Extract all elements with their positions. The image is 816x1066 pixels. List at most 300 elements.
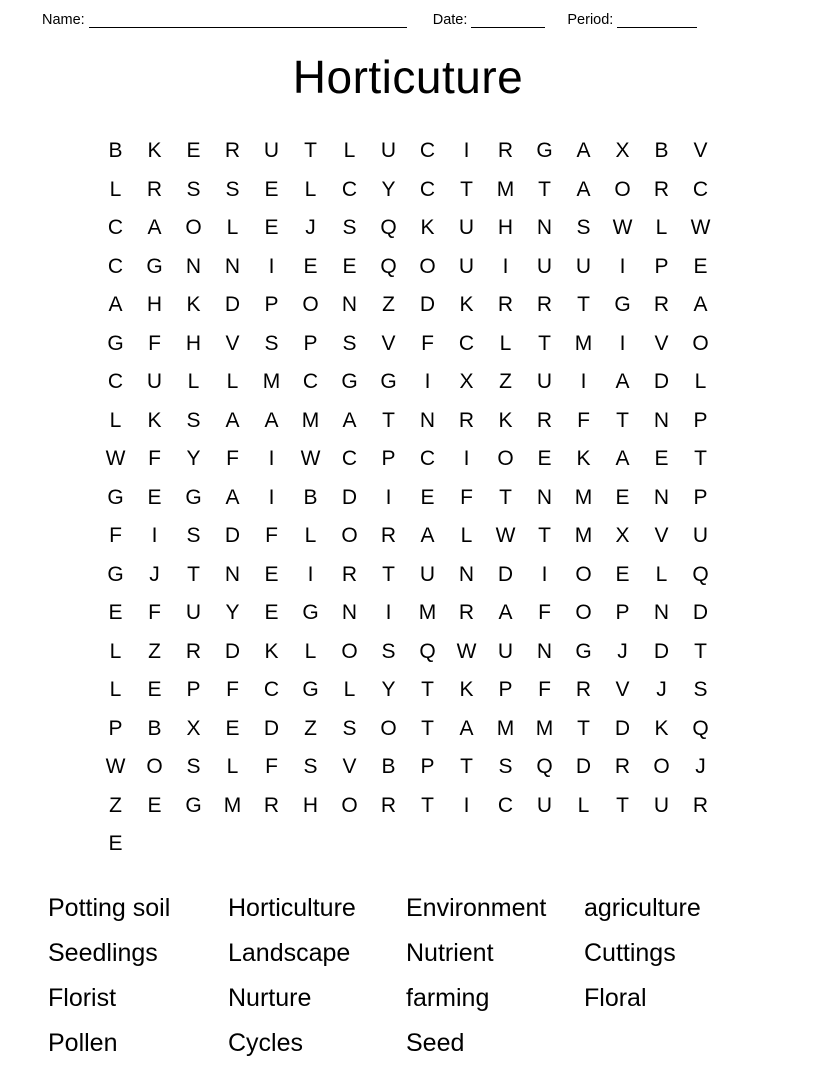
grid-cell[interactable]: M (535, 716, 554, 740)
grid-cell[interactable]: T (421, 678, 434, 701)
grid-cell[interactable]: A (576, 139, 591, 162)
grid-cell[interactable]: S (225, 177, 240, 201)
grid-cell[interactable]: K (498, 408, 513, 432)
grid-cell[interactable]: R (536, 293, 553, 316)
grid-cell[interactable]: I (268, 447, 275, 470)
grid-cell[interactable]: V (693, 139, 708, 162)
grid-cell[interactable]: I (463, 139, 470, 162)
grid-cell[interactable]: F (460, 485, 473, 509)
grid-cell[interactable]: L (577, 793, 590, 817)
grid-cell[interactable]: R (653, 177, 670, 201)
grid-cell[interactable]: V (225, 331, 240, 355)
grid-cell[interactable]: U (536, 793, 553, 817)
grid-cell[interactable]: A (264, 408, 279, 432)
word-list-item[interactable]: Potting soil (48, 893, 171, 922)
grid-cell[interactable]: U (458, 254, 475, 278)
grid-cell[interactable]: U (536, 254, 553, 278)
grid-cell[interactable]: S (693, 678, 708, 701)
grid-cell[interactable]: B (654, 139, 669, 162)
grid-cell[interactable]: C (107, 254, 124, 278)
grid-cell[interactable]: B (381, 755, 396, 778)
grid-cell[interactable]: S (381, 639, 396, 663)
grid-cell[interactable]: N (224, 562, 241, 586)
grid-cell[interactable]: X (615, 139, 630, 162)
grid-cell[interactable]: O (575, 562, 592, 586)
grid-cell[interactable]: G (185, 485, 202, 509)
grid-cell[interactable]: W (105, 447, 126, 470)
grid-cell[interactable]: L (304, 177, 317, 201)
grid-cell[interactable]: O (497, 447, 514, 470)
grid-cell[interactable]: N (653, 408, 670, 432)
grid-cell[interactable]: E (264, 216, 279, 239)
word-list-item[interactable]: Nutrient (406, 938, 494, 967)
grid-cell[interactable]: G (341, 370, 358, 393)
grid-cell[interactable]: F (226, 447, 239, 470)
grid-cell[interactable]: U (419, 562, 436, 586)
grid-cell[interactable]: W (690, 216, 711, 239)
word-list-item[interactable]: Landscape (228, 938, 351, 967)
word-list-item[interactable]: Horticulture (228, 893, 356, 922)
grid-cell[interactable]: D (614, 716, 631, 740)
grid-cell[interactable]: L (187, 370, 200, 393)
grid-cell[interactable]: R (380, 524, 397, 547)
grid-cell[interactable]: H (497, 216, 514, 239)
grid-cell[interactable]: E (615, 485, 630, 509)
grid-cell[interactable]: T (577, 293, 590, 316)
grid-cell[interactable]: E (537, 447, 552, 470)
grid-cell[interactable]: T (304, 139, 317, 162)
grid-cell[interactable]: U (263, 139, 280, 162)
grid-cell[interactable]: K (147, 408, 162, 432)
word-list-item[interactable]: Seedlings (48, 938, 158, 967)
grid-cell[interactable]: I (619, 331, 626, 355)
grid-cell[interactable]: L (304, 639, 317, 663)
grid-cell[interactable]: A (420, 524, 435, 547)
grid-cell[interactable]: E (147, 678, 162, 701)
grid-cell[interactable]: X (186, 716, 201, 740)
grid-cell[interactable]: R (185, 639, 202, 663)
grid-cell[interactable]: P (654, 254, 669, 278)
grid-cell[interactable]: N (341, 601, 358, 624)
grid-cell[interactable]: D (224, 293, 241, 316)
grid-cell[interactable]: P (693, 485, 708, 509)
grid-cell[interactable]: K (264, 639, 279, 663)
grid-cell[interactable]: R (263, 793, 280, 817)
grid-cell[interactable]: A (498, 601, 513, 624)
grid-cell[interactable]: Y (381, 177, 396, 201)
grid-cell[interactable]: F (148, 601, 161, 624)
grid-cell[interactable]: O (341, 793, 358, 817)
grid-cell[interactable]: A (108, 293, 123, 316)
grid-cell[interactable]: I (463, 793, 470, 817)
grid-cell[interactable]: T (538, 331, 551, 355)
grid-cell[interactable]: N (224, 254, 241, 278)
grid-cell[interactable]: I (385, 485, 392, 509)
grid-cell[interactable]: L (226, 216, 239, 239)
grid-cell[interactable]: C (263, 678, 280, 701)
grid-cell[interactable]: S (186, 408, 201, 432)
word-list-item[interactable]: Cuttings (584, 938, 676, 967)
grid-cell[interactable]: S (303, 755, 318, 778)
grid-cell[interactable]: G (380, 370, 397, 393)
grid-cell[interactable]: K (186, 293, 201, 316)
grid-cell[interactable]: G (575, 639, 592, 663)
grid-cell[interactable]: L (226, 370, 239, 393)
grid-cell[interactable]: D (653, 370, 670, 393)
grid-cell[interactable]: T (616, 408, 629, 432)
grid-cell[interactable]: Q (536, 755, 553, 778)
grid-cell[interactable]: J (617, 639, 628, 663)
grid-cell[interactable]: V (342, 755, 357, 778)
grid-cell[interactable]: O (614, 177, 631, 201)
grid-cell[interactable]: A (225, 408, 240, 432)
grid-cell[interactable]: R (458, 601, 475, 624)
grid-cell[interactable]: G (185, 793, 202, 817)
grid-cell[interactable]: O (575, 601, 592, 624)
grid-cell[interactable]: U (536, 370, 553, 393)
grid-cell[interactable]: K (654, 716, 669, 740)
grid-cell[interactable]: A (459, 716, 474, 740)
date-input-line[interactable] (471, 14, 545, 28)
grid-cell[interactable]: A (225, 485, 240, 509)
grid-cell[interactable]: U (497, 639, 514, 663)
grid-cell[interactable]: Z (304, 716, 317, 740)
grid-cell[interactable]: I (307, 562, 314, 586)
grid-cell[interactable]: M (262, 370, 281, 393)
grid-cell[interactable]: D (263, 716, 280, 740)
grid-cell[interactable]: D (224, 639, 241, 663)
grid-cell[interactable]: G (302, 601, 319, 624)
grid-cell[interactable]: W (105, 755, 126, 778)
word-list-item[interactable]: Cycles (228, 1028, 304, 1057)
grid-cell[interactable]: E (654, 447, 669, 470)
grid-cell[interactable]: L (226, 755, 239, 778)
grid-cell[interactable]: Z (109, 793, 122, 817)
grid-cell[interactable]: H (146, 293, 163, 316)
grid-cell[interactable]: T (577, 716, 590, 740)
grid-cell[interactable]: T (694, 639, 707, 663)
grid-cell[interactable]: S (186, 755, 201, 778)
grid-cell[interactable]: V (654, 331, 669, 355)
grid-cell[interactable]: R (575, 678, 592, 701)
grid-cell[interactable]: J (656, 678, 667, 701)
grid-cell[interactable]: E (303, 254, 318, 278)
grid-cell[interactable]: P (264, 293, 279, 316)
grid-cell[interactable]: T (421, 793, 434, 817)
grid-cell[interactable]: F (421, 331, 434, 355)
grid-cell[interactable]: E (264, 177, 279, 201)
grid-cell[interactable]: P (108, 716, 123, 740)
grid-cell[interactable]: E (615, 562, 630, 586)
grid-cell[interactable]: Z (382, 293, 395, 316)
grid-cell[interactable]: F (148, 331, 161, 355)
grid-cell[interactable]: U (458, 216, 475, 239)
grid-cell[interactable]: N (536, 485, 553, 509)
grid-cell[interactable]: R (146, 177, 163, 201)
grid-cell[interactable]: M (418, 601, 437, 624)
grid-cell[interactable]: M (496, 177, 515, 201)
grid-cell[interactable]: B (147, 716, 162, 740)
grid-cell[interactable]: S (498, 755, 513, 778)
grid-cell[interactable]: W (612, 216, 633, 239)
name-input-line[interactable] (89, 14, 407, 28)
grid-cell[interactable]: O (653, 755, 670, 778)
grid-cell[interactable]: I (385, 601, 392, 624)
grid-cell[interactable]: L (343, 139, 356, 162)
grid-cell[interactable]: M (574, 524, 593, 547)
word-search-grid[interactable] (96, 132, 720, 864)
grid-cell[interactable]: P (186, 678, 201, 701)
grid-cell[interactable]: N (419, 408, 436, 432)
grid-cell[interactable]: V (615, 678, 630, 701)
grid-cell[interactable]: L (304, 524, 317, 547)
grid-cell[interactable]: O (341, 639, 358, 663)
grid-cell[interactable]: W (300, 447, 321, 470)
grid-cell[interactable]: C (341, 177, 358, 201)
grid-cell[interactable]: R (341, 562, 358, 586)
word-list-item[interactable]: Seed (406, 1028, 465, 1057)
grid-cell[interactable]: V (381, 331, 396, 355)
grid-cell[interactable]: D (341, 485, 358, 509)
grid-cell[interactable]: A (342, 408, 357, 432)
grid-cell[interactable]: F (538, 678, 551, 701)
grid-cell[interactable]: T (538, 524, 551, 547)
grid-cell[interactable]: L (694, 370, 707, 393)
grid-cell[interactable]: T (616, 793, 629, 817)
grid-cell[interactable]: U (692, 524, 709, 547)
grid-cell[interactable]: Q (380, 216, 397, 239)
grid-cell[interactable]: E (186, 139, 201, 162)
grid-cell[interactable]: N (536, 639, 553, 663)
grid-cell[interactable]: C (419, 139, 436, 162)
grid-cell[interactable]: T (421, 716, 434, 740)
grid-cell[interactable]: Z (499, 370, 512, 393)
grid-cell[interactable]: V (654, 524, 669, 547)
grid-cell[interactable]: P (381, 447, 396, 470)
grid-cell[interactable]: K (459, 678, 474, 701)
grid-cell[interactable]: A (576, 177, 591, 201)
grid-cell[interactable]: S (186, 524, 201, 547)
grid-cell[interactable]: T (382, 408, 395, 432)
grid-cell[interactable]: B (108, 139, 123, 162)
grid-cell[interactable]: E (264, 562, 279, 586)
word-list-item[interactable]: Nurture (228, 983, 312, 1012)
grid-cell[interactable]: S (186, 177, 201, 201)
grid-cell[interactable]: G (146, 254, 163, 278)
grid-cell[interactable]: Q (380, 254, 397, 278)
grid-cell[interactable]: E (342, 254, 357, 278)
grid-cell[interactable]: P (420, 755, 435, 778)
grid-cell[interactable]: Q (419, 639, 436, 663)
grid-cell[interactable]: R (497, 139, 514, 162)
grid-cell[interactable]: J (149, 562, 160, 586)
grid-cell[interactable]: J (305, 216, 316, 239)
grid-cell[interactable]: R (536, 408, 553, 432)
grid-cell[interactable]: I (502, 254, 509, 278)
grid-cell[interactable]: U (653, 793, 670, 817)
grid-cell[interactable]: T (499, 485, 512, 509)
grid-cell[interactable]: X (615, 524, 630, 547)
word-list-item[interactable]: agriculture (584, 893, 701, 922)
grid-cell[interactable]: E (147, 485, 162, 509)
grid-cell[interactable]: O (380, 716, 397, 740)
grid-cell[interactable]: C (419, 177, 436, 201)
grid-cell[interactable]: T (538, 177, 551, 201)
grid-cell[interactable]: B (303, 485, 318, 509)
grid-cell[interactable]: E (108, 601, 123, 624)
grid-cell[interactable]: L (655, 216, 668, 239)
grid-cell[interactable]: Z (148, 639, 161, 663)
grid-cell[interactable]: K (459, 293, 474, 316)
grid-cell[interactable]: F (226, 678, 239, 701)
grid-cell[interactable]: T (382, 562, 395, 586)
grid-cell[interactable]: T (460, 755, 473, 778)
word-list-item[interactable]: farming (406, 983, 490, 1012)
grid-cell[interactable]: E (420, 485, 435, 509)
grid-cell[interactable]: I (424, 370, 431, 393)
grid-cell[interactable]: C (497, 793, 514, 817)
grid-cell[interactable]: M (301, 408, 320, 432)
grid-cell[interactable]: K (147, 139, 162, 162)
grid-cell[interactable]: M (496, 716, 515, 740)
grid-cell[interactable]: Y (186, 447, 201, 470)
grid-cell[interactable]: K (420, 216, 435, 239)
grid-cell[interactable]: A (615, 447, 630, 470)
grid-cell[interactable]: R (692, 793, 709, 817)
grid-cell[interactable]: R (458, 408, 475, 432)
grid-cell[interactable]: F (577, 408, 590, 432)
grid-cell[interactable]: E (225, 716, 240, 740)
grid-cell[interactable]: A (693, 293, 708, 316)
grid-cell[interactable]: K (576, 447, 591, 470)
word-list-item[interactable]: Floral (584, 983, 647, 1012)
grid-cell[interactable]: D (419, 293, 436, 316)
grid-cell[interactable]: C (458, 331, 475, 355)
grid-cell[interactable]: N (341, 293, 358, 316)
grid-cell[interactable]: H (185, 331, 202, 355)
grid-cell[interactable]: O (302, 293, 319, 316)
grid-cell[interactable]: U (380, 139, 397, 162)
grid-cell[interactable]: R (653, 293, 670, 316)
grid-cell[interactable]: E (693, 254, 708, 278)
grid-cell[interactable]: O (185, 216, 202, 239)
grid-cell[interactable]: F (265, 755, 278, 778)
grid-cell[interactable]: M (223, 793, 242, 817)
grid-cell[interactable]: S (342, 716, 357, 740)
grid-cell[interactable]: O (341, 524, 358, 547)
grid-cell[interactable]: U (146, 370, 163, 393)
grid-cell[interactable]: L (499, 331, 512, 355)
grid-cell[interactable]: A (147, 216, 162, 239)
grid-cell[interactable]: I (268, 485, 275, 509)
grid-cell[interactable]: L (343, 678, 356, 701)
grid-cell[interactable]: O (419, 254, 436, 278)
grid-cell[interactable]: P (693, 408, 708, 432)
grid-cell[interactable]: R (497, 293, 514, 316)
grid-cell[interactable]: I (268, 254, 275, 278)
grid-cell[interactable]: D (575, 755, 592, 778)
grid-cell[interactable]: C (341, 447, 358, 470)
grid-cell[interactable]: A (615, 370, 630, 393)
grid-cell[interactable]: C (419, 447, 436, 470)
grid-cell[interactable]: F (109, 524, 122, 547)
grid-cell[interactable]: W (456, 639, 477, 663)
grid-cell[interactable]: P (498, 678, 513, 701)
grid-cell[interactable]: I (619, 254, 626, 278)
grid-cell[interactable]: G (107, 331, 124, 355)
grid-cell[interactable]: L (109, 408, 122, 432)
grid-cell[interactable]: M (574, 485, 593, 509)
grid-cell[interactable]: I (580, 370, 587, 393)
grid-cell[interactable]: S (342, 331, 357, 355)
grid-cell[interactable]: U (575, 254, 592, 278)
grid-cell[interactable]: J (695, 755, 706, 778)
grid-cell[interactable]: I (463, 447, 470, 470)
word-list-item[interactable]: Florist (48, 983, 117, 1012)
grid-cell[interactable]: G (107, 562, 124, 586)
grid-cell[interactable]: T (187, 562, 200, 586)
grid-cell[interactable]: S (264, 331, 279, 355)
grid-cell[interactable]: G (302, 678, 319, 701)
grid-cell[interactable]: G (614, 293, 631, 316)
grid-cell[interactable]: E (264, 601, 279, 624)
grid-cell[interactable]: Q (692, 716, 709, 740)
grid-cell[interactable]: T (460, 177, 473, 201)
grid-cell[interactable]: S (576, 216, 591, 239)
grid-cell[interactable]: R (614, 755, 631, 778)
grid-cell[interactable]: C (302, 370, 319, 393)
grid-cell[interactable]: L (109, 639, 122, 663)
grid-cell[interactable]: L (109, 177, 122, 201)
grid-cell[interactable]: D (224, 524, 241, 547)
grid-cell[interactable]: D (653, 639, 670, 663)
grid-cell[interactable]: Q (692, 562, 709, 586)
grid-cell[interactable]: N (458, 562, 475, 586)
grid-cell[interactable]: E (108, 832, 123, 855)
grid-cell[interactable]: F (265, 524, 278, 547)
grid-cell[interactable]: S (342, 216, 357, 239)
grid-cell[interactable]: R (380, 793, 397, 817)
grid-cell[interactable]: D (497, 562, 514, 586)
grid-cell[interactable]: E (147, 793, 162, 817)
grid-cell[interactable]: W (495, 524, 516, 547)
grid-cell[interactable]: H (302, 793, 319, 817)
grid-cell[interactable]: N (653, 485, 670, 509)
grid-cell[interactable]: F (148, 447, 161, 470)
grid-cell[interactable]: C (107, 370, 124, 393)
grid-cell[interactable]: G (107, 485, 124, 509)
grid-cell[interactable]: C (692, 177, 709, 201)
grid-cell[interactable]: L (655, 562, 668, 586)
grid-cell[interactable]: O (692, 331, 709, 355)
word-list-item[interactable]: Environment (406, 893, 547, 922)
grid-cell[interactable]: N (653, 601, 670, 624)
period-input-line[interactable] (617, 14, 697, 28)
grid-cell[interactable]: F (538, 601, 551, 624)
grid-cell[interactable]: P (615, 601, 630, 624)
grid-cell[interactable]: L (460, 524, 473, 547)
grid-cell[interactable]: I (151, 524, 158, 547)
grid-cell[interactable]: N (536, 216, 553, 239)
grid-cell[interactable]: D (692, 601, 709, 624)
grid-cell[interactable]: G (536, 139, 553, 162)
grid-cell[interactable]: N (185, 254, 202, 278)
grid-cell[interactable]: O (146, 755, 163, 778)
grid-cell[interactable]: L (109, 678, 122, 701)
word-list-item[interactable]: Pollen (48, 1028, 118, 1057)
grid-cell[interactable]: Y (381, 678, 396, 701)
grid-cell[interactable]: R (224, 139, 241, 162)
